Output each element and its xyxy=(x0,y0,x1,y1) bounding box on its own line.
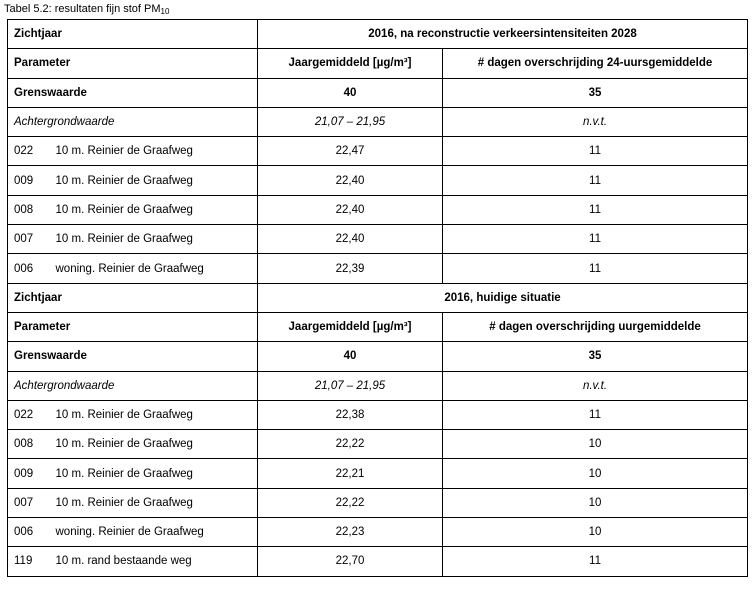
parameter-label: Parameter xyxy=(8,49,258,78)
zichtjaar-row xyxy=(8,20,748,49)
achtergrond-row xyxy=(8,107,748,136)
achtergrond-dagen: n.v.t. xyxy=(443,371,748,400)
row-dagen: 11 xyxy=(443,166,748,195)
table-row xyxy=(8,518,748,547)
row-dagen: 11 xyxy=(443,137,748,166)
parameter-row xyxy=(8,49,748,78)
table-row xyxy=(8,137,748,166)
row-id: 008 xyxy=(8,430,52,459)
row-dagen: 10 xyxy=(443,518,748,547)
row-location: 10 m. Reinier de Graafweg xyxy=(52,488,258,517)
row-jaargemiddeld: 22,40 xyxy=(258,225,443,254)
row-jaargemiddeld: 22,38 xyxy=(258,400,443,429)
achtergrond-jaar: 21,07 – 21,95 xyxy=(258,107,443,136)
grenswaarde-jaar: 40 xyxy=(258,342,443,371)
row-location: 10 m. Reinier de Graafweg xyxy=(52,400,258,429)
achtergrond-dagen: n.v.t. xyxy=(443,107,748,136)
zichtjaar-row xyxy=(8,283,748,312)
grenswaarde-dagen: 35 xyxy=(443,78,748,107)
row-jaargemiddeld: 22,47 xyxy=(258,137,443,166)
row-dagen: 11 xyxy=(443,225,748,254)
table-row xyxy=(8,430,748,459)
grenswaarde-label: Grenswaarde xyxy=(8,78,258,107)
col1-header: Jaargemiddeld [µg/m³] xyxy=(258,49,443,78)
parameter-label: Parameter xyxy=(8,312,258,341)
row-location: 10 m. Reinier de Graafweg xyxy=(52,137,258,166)
row-jaargemiddeld: 22,21 xyxy=(258,459,443,488)
row-dagen: 10 xyxy=(443,459,748,488)
row-id: 009 xyxy=(8,166,52,195)
row-jaargemiddeld: 22,22 xyxy=(258,488,443,517)
row-location: woning. Reinier de Graafweg xyxy=(52,254,258,283)
row-dagen: 11 xyxy=(443,195,748,224)
table-row xyxy=(8,195,748,224)
row-dagen: 10 xyxy=(443,488,748,517)
results-table xyxy=(7,19,748,577)
grenswaarde-dagen: 35 xyxy=(443,342,748,371)
caption-subscript: 10 xyxy=(160,7,170,16)
row-id: 022 xyxy=(8,137,52,166)
row-id: 009 xyxy=(8,459,52,488)
table-caption xyxy=(4,2,169,16)
grenswaarde-label: Grenswaarde xyxy=(8,342,258,371)
caption-text: Tabel 5.2: resultaten fijn stof PM xyxy=(4,3,161,15)
row-location: 10 m. Reinier de Graafweg xyxy=(52,225,258,254)
zichtjaar-value: 2016, huidige situatie xyxy=(258,283,748,312)
achtergrond-label: Achtergrondwaarde xyxy=(8,371,258,400)
row-dagen: 11 xyxy=(443,400,748,429)
row-dagen: 11 xyxy=(443,254,748,283)
zichtjaar-label: Zichtjaar xyxy=(8,283,258,312)
row-location: 10 m. Reinier de Graafweg xyxy=(52,166,258,195)
row-dagen: 11 xyxy=(443,547,748,576)
row-id: 007 xyxy=(8,225,52,254)
grenswaarde-jaar: 40 xyxy=(258,78,443,107)
achtergrond-row xyxy=(8,371,748,400)
row-jaargemiddeld: 22,40 xyxy=(258,166,443,195)
row-jaargemiddeld: 22,70 xyxy=(258,547,443,576)
row-location: 10 m. Reinier de Graafweg xyxy=(52,195,258,224)
achtergrond-jaar: 21,07 – 21,95 xyxy=(258,371,443,400)
table-row xyxy=(8,400,748,429)
row-id: 006 xyxy=(8,254,52,283)
row-jaargemiddeld: 22,22 xyxy=(258,430,443,459)
grenswaarde-row xyxy=(8,78,748,107)
row-id: 119 xyxy=(8,547,52,576)
table-row xyxy=(8,254,748,283)
table-row xyxy=(8,166,748,195)
zichtjaar-value: 2016, na reconstructie verkeersintensiteiten 2028 xyxy=(258,20,748,49)
achtergrond-label: Achtergrondwaarde xyxy=(8,107,258,136)
row-location: woning. Reinier de Graafweg xyxy=(52,518,258,547)
table-row xyxy=(8,488,748,517)
row-jaargemiddeld: 22,40 xyxy=(258,195,443,224)
row-id: 008 xyxy=(8,195,52,224)
row-location: 10 m. Reinier de Graafweg xyxy=(52,459,258,488)
zichtjaar-label: Zichtjaar xyxy=(8,20,258,49)
row-location: 10 m. Reinier de Graafweg xyxy=(52,430,258,459)
col2-header: # dagen overschrijding 24-uursgemiddelde xyxy=(443,49,748,78)
row-location: 10 m. rand bestaande weg xyxy=(52,547,258,576)
table-row xyxy=(8,547,748,576)
row-jaargemiddeld: 22,23 xyxy=(258,518,443,547)
table-row xyxy=(8,459,748,488)
row-id: 007 xyxy=(8,488,52,517)
row-jaargemiddeld: 22,39 xyxy=(258,254,443,283)
row-dagen: 10 xyxy=(443,430,748,459)
row-id: 006 xyxy=(8,518,52,547)
grenswaarde-row xyxy=(8,342,748,371)
table-row xyxy=(8,225,748,254)
col2-header: # dagen overschrijding uurgemiddelde xyxy=(443,312,748,341)
parameter-row xyxy=(8,312,748,341)
row-id: 022 xyxy=(8,400,52,429)
col1-header: Jaargemiddeld [µg/m³] xyxy=(258,312,443,341)
